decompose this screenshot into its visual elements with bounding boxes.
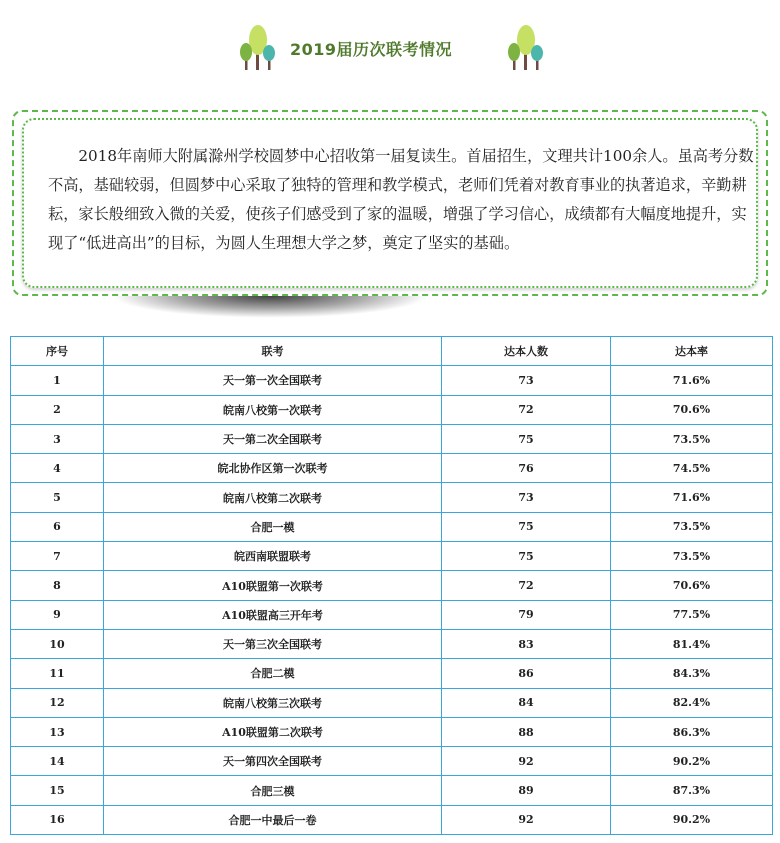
cell-index: 8 — [11, 571, 104, 600]
cell-count: 84 — [442, 688, 611, 717]
notice-text: 2018年南师大附属滁州学校圆梦中心招收第一届复读生。首届招生，文理共计100余人。虽高考分数不高，基础较弱，但圆梦中心采取了独特的管理和教学模式，老师们凭着对教育事业的执著追求，辛勤耕耘，家长般细致入微的关爱，使孩子们感受到了家的温暖，增强了学习信心，成绩都有大幅度地提升，实现了“低进高出”的目标，为圆人生理想大学之梦，奠定了坚实的基础。 — [48, 147, 754, 252]
cell-count: 92 — [442, 805, 611, 834]
cell-count: 75 — [442, 512, 611, 541]
table-row — [11, 747, 773, 776]
cell-count: 72 — [442, 395, 611, 424]
cell-index: 1 — [11, 366, 104, 395]
cell-exam: 皖北协作区第一次联考 — [104, 454, 442, 483]
header-exam: 联考 — [104, 337, 442, 366]
page-title: 2019届历次联考情况 — [290, 40, 453, 59]
table-row — [11, 424, 773, 453]
cell-rate: 77.5% — [611, 600, 773, 629]
cell-exam: 皖南八校第三次联考 — [104, 688, 442, 717]
notice-box — [12, 110, 768, 296]
cell-rate: 86.3% — [611, 717, 773, 746]
cell-exam: 天一第四次全国联考 — [104, 747, 442, 776]
cell-count: 83 — [442, 629, 611, 658]
cell-count: 88 — [442, 717, 611, 746]
cell-index: 15 — [11, 776, 104, 805]
table-header-row — [11, 337, 773, 366]
cell-rate: 87.3% — [611, 776, 773, 805]
header-index: 序号 — [11, 337, 104, 366]
table-row — [11, 542, 773, 571]
cell-exam: 合肥三模 — [104, 776, 442, 805]
cell-rate: 84.3% — [611, 659, 773, 688]
table-row — [11, 512, 773, 541]
notice-inner — [22, 118, 758, 288]
cell-exam: 合肥一模 — [104, 512, 442, 541]
cell-index: 7 — [11, 542, 104, 571]
cell-rate: 70.6% — [611, 395, 773, 424]
cell-rate: 81.4% — [611, 629, 773, 658]
cell-rate: 71.6% — [611, 483, 773, 512]
table-row — [11, 483, 773, 512]
table-row — [11, 717, 773, 746]
table-row — [11, 366, 773, 395]
cell-rate: 90.2% — [611, 805, 773, 834]
cell-rate: 74.5% — [611, 454, 773, 483]
cell-index: 5 — [11, 483, 104, 512]
header-rate: 达本率 — [611, 337, 773, 366]
cell-rate: 73.5% — [611, 512, 773, 541]
table-row — [11, 805, 773, 834]
cell-index: 10 — [11, 629, 104, 658]
cell-index: 9 — [11, 600, 104, 629]
cell-index: 14 — [11, 747, 104, 776]
cell-index: 6 — [11, 512, 104, 541]
cell-index: 12 — [11, 688, 104, 717]
cell-count: 86 — [442, 659, 611, 688]
cell-exam: 天一第三次全国联考 — [104, 629, 442, 658]
cell-count: 73 — [442, 483, 611, 512]
cell-index: 13 — [11, 717, 104, 746]
table-row — [11, 659, 773, 688]
cell-exam: 皖南八校第二次联考 — [104, 483, 442, 512]
cell-exam: 天一第二次全国联考 — [104, 424, 442, 453]
trees-icon — [504, 24, 548, 72]
results-table — [10, 336, 773, 835]
table-row — [11, 395, 773, 424]
cell-count: 79 — [442, 600, 611, 629]
cell-count: 92 — [442, 747, 611, 776]
cell-rate: 90.2% — [611, 747, 773, 776]
table-row — [11, 571, 773, 600]
cell-exam: 皖南八校第一次联考 — [104, 395, 442, 424]
table-row — [11, 688, 773, 717]
cell-count: 72 — [442, 571, 611, 600]
cell-exam: 合肥一中最后一卷 — [104, 805, 442, 834]
cell-exam: A10联盟第二次联考 — [104, 717, 442, 746]
table-row — [11, 776, 773, 805]
cell-index: 16 — [11, 805, 104, 834]
cell-rate: 73.5% — [611, 424, 773, 453]
cell-exam: 皖西南联盟联考 — [104, 542, 442, 571]
cell-count: 75 — [442, 542, 611, 571]
header-count: 达本人数 — [442, 337, 611, 366]
cell-index: 3 — [11, 424, 104, 453]
table-row — [11, 629, 773, 658]
cell-count: 89 — [442, 776, 611, 805]
cell-rate: 70.6% — [611, 571, 773, 600]
cell-index: 2 — [11, 395, 104, 424]
cell-rate: 82.4% — [611, 688, 773, 717]
cell-exam: A10联盟高三开年考 — [104, 600, 442, 629]
cell-count: 76 — [442, 454, 611, 483]
table-row — [11, 600, 773, 629]
cell-exam: 天一第一次全国联考 — [104, 366, 442, 395]
cell-rate: 73.5% — [611, 542, 773, 571]
cell-exam: 合肥二模 — [104, 659, 442, 688]
cell-count: 75 — [442, 424, 611, 453]
cell-rate: 71.6% — [611, 366, 773, 395]
cell-count: 73 — [442, 366, 611, 395]
trees-icon — [236, 24, 280, 72]
header — [0, 18, 780, 78]
cell-index: 4 — [11, 454, 104, 483]
table-row — [11, 454, 773, 483]
cell-index: 11 — [11, 659, 104, 688]
decorative-shadow — [112, 296, 428, 318]
cell-exam: A10联盟第一次联考 — [104, 571, 442, 600]
